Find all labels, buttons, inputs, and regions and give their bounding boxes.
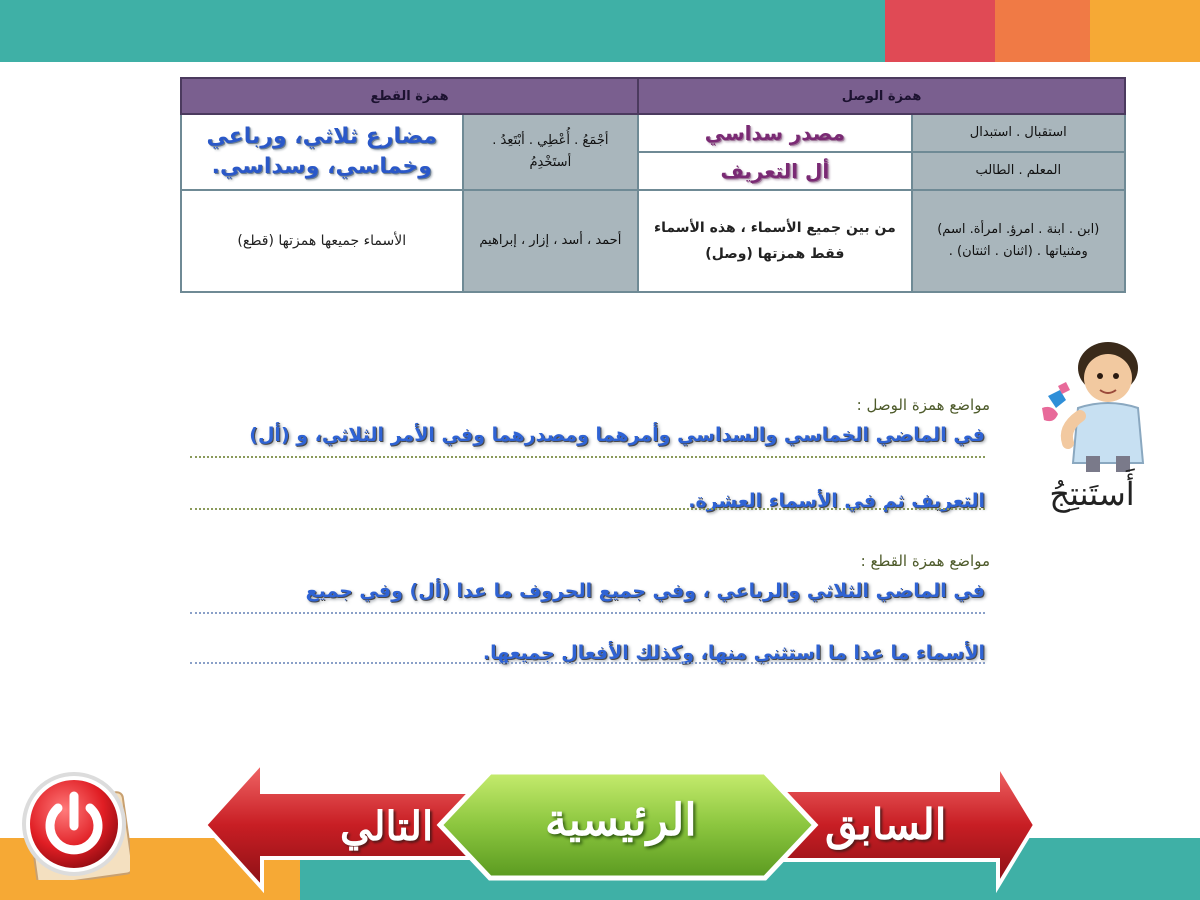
hamza-table bbox=[180, 77, 1126, 293]
home-label[interactable]: الرئيسية bbox=[545, 795, 697, 846]
banner-red-segment bbox=[885, 0, 995, 62]
cell-qat-example: أحمد ، أسد ، إزار ، إبراهيم bbox=[463, 190, 639, 292]
cell-wasl-answer: أل التعريف bbox=[638, 152, 911, 190]
header-qat: همزة القطع bbox=[181, 78, 638, 114]
table-header-row bbox=[181, 78, 1125, 114]
cell-wasl-example: (ابن . ابنة . امرؤ. امرأة. اسم) ومثنياتها . (اثنان . اثنتان) . bbox=[912, 190, 1125, 292]
wasl-positions-label: مواضع همزة الوصل : bbox=[856, 396, 990, 414]
power-icon[interactable] bbox=[18, 768, 130, 880]
table-row bbox=[181, 114, 1125, 152]
cell-qat-example: أجْمَعُ . أُعْطِي . أبْتَعِدُ . أستَخْدِمُ bbox=[463, 114, 639, 190]
banner-teal-segment bbox=[0, 0, 885, 62]
previous-label[interactable]: السابق bbox=[825, 800, 947, 849]
qat-dotted-line-2 bbox=[190, 662, 985, 664]
cell-wasl-answer: مصدر سداسي bbox=[638, 114, 911, 152]
table-row bbox=[181, 190, 1125, 292]
hamza-table-wrapper bbox=[180, 77, 1126, 293]
boy-puzzle-illustration bbox=[1028, 338, 1148, 473]
top-banner bbox=[0, 0, 1200, 62]
wasl-answer-line-2: التعريف ثم في الأسماء العشرة. bbox=[688, 490, 985, 512]
next-label[interactable]: التالي bbox=[340, 803, 434, 850]
qat-dotted-line-1 bbox=[190, 612, 985, 614]
wasl-answer-line-1: في الماضي الخماسي والسداسي وأمرهما ومصدرهما وفي الأمر الثلاثي، و (أل) bbox=[249, 424, 985, 446]
qat-answer-line-1: في الماضي الثلاثي والرباعي ، وفي جميع الحروف ما عدا (أل) وفي جميع bbox=[305, 580, 985, 602]
header-wasl: همزة الوصل bbox=[638, 78, 1125, 114]
cell-wasl-answer: من بين جميع الأسماء ، هذه الأسماء فقط همزتها (وصل) bbox=[638, 190, 911, 292]
qat-positions-label: مواضع همزة القطع : bbox=[860, 552, 990, 570]
conclude-title: أَستَنتِجُ bbox=[1049, 475, 1135, 513]
banner-yellow-segment bbox=[1090, 0, 1200, 62]
cell-qat-answer: الأسماء جميعها همزتها (قطع) bbox=[181, 190, 463, 292]
cell-wasl-example: المعلم . الطالب bbox=[912, 152, 1125, 190]
wasl-dotted-line-2 bbox=[190, 508, 985, 510]
qat-answer-line-2: الأسماء ما عدا ما استثني منها، وكذلك الأفعال جميعها. bbox=[482, 642, 985, 664]
cell-wasl-example: استقبال . استبدال bbox=[912, 114, 1125, 152]
wasl-dotted-line-1 bbox=[190, 456, 985, 458]
banner-orange-segment bbox=[995, 0, 1090, 62]
cell-qat-answer: مضارع ثلاثي، ورباعي وخماسي، وسداسي. bbox=[181, 114, 463, 190]
